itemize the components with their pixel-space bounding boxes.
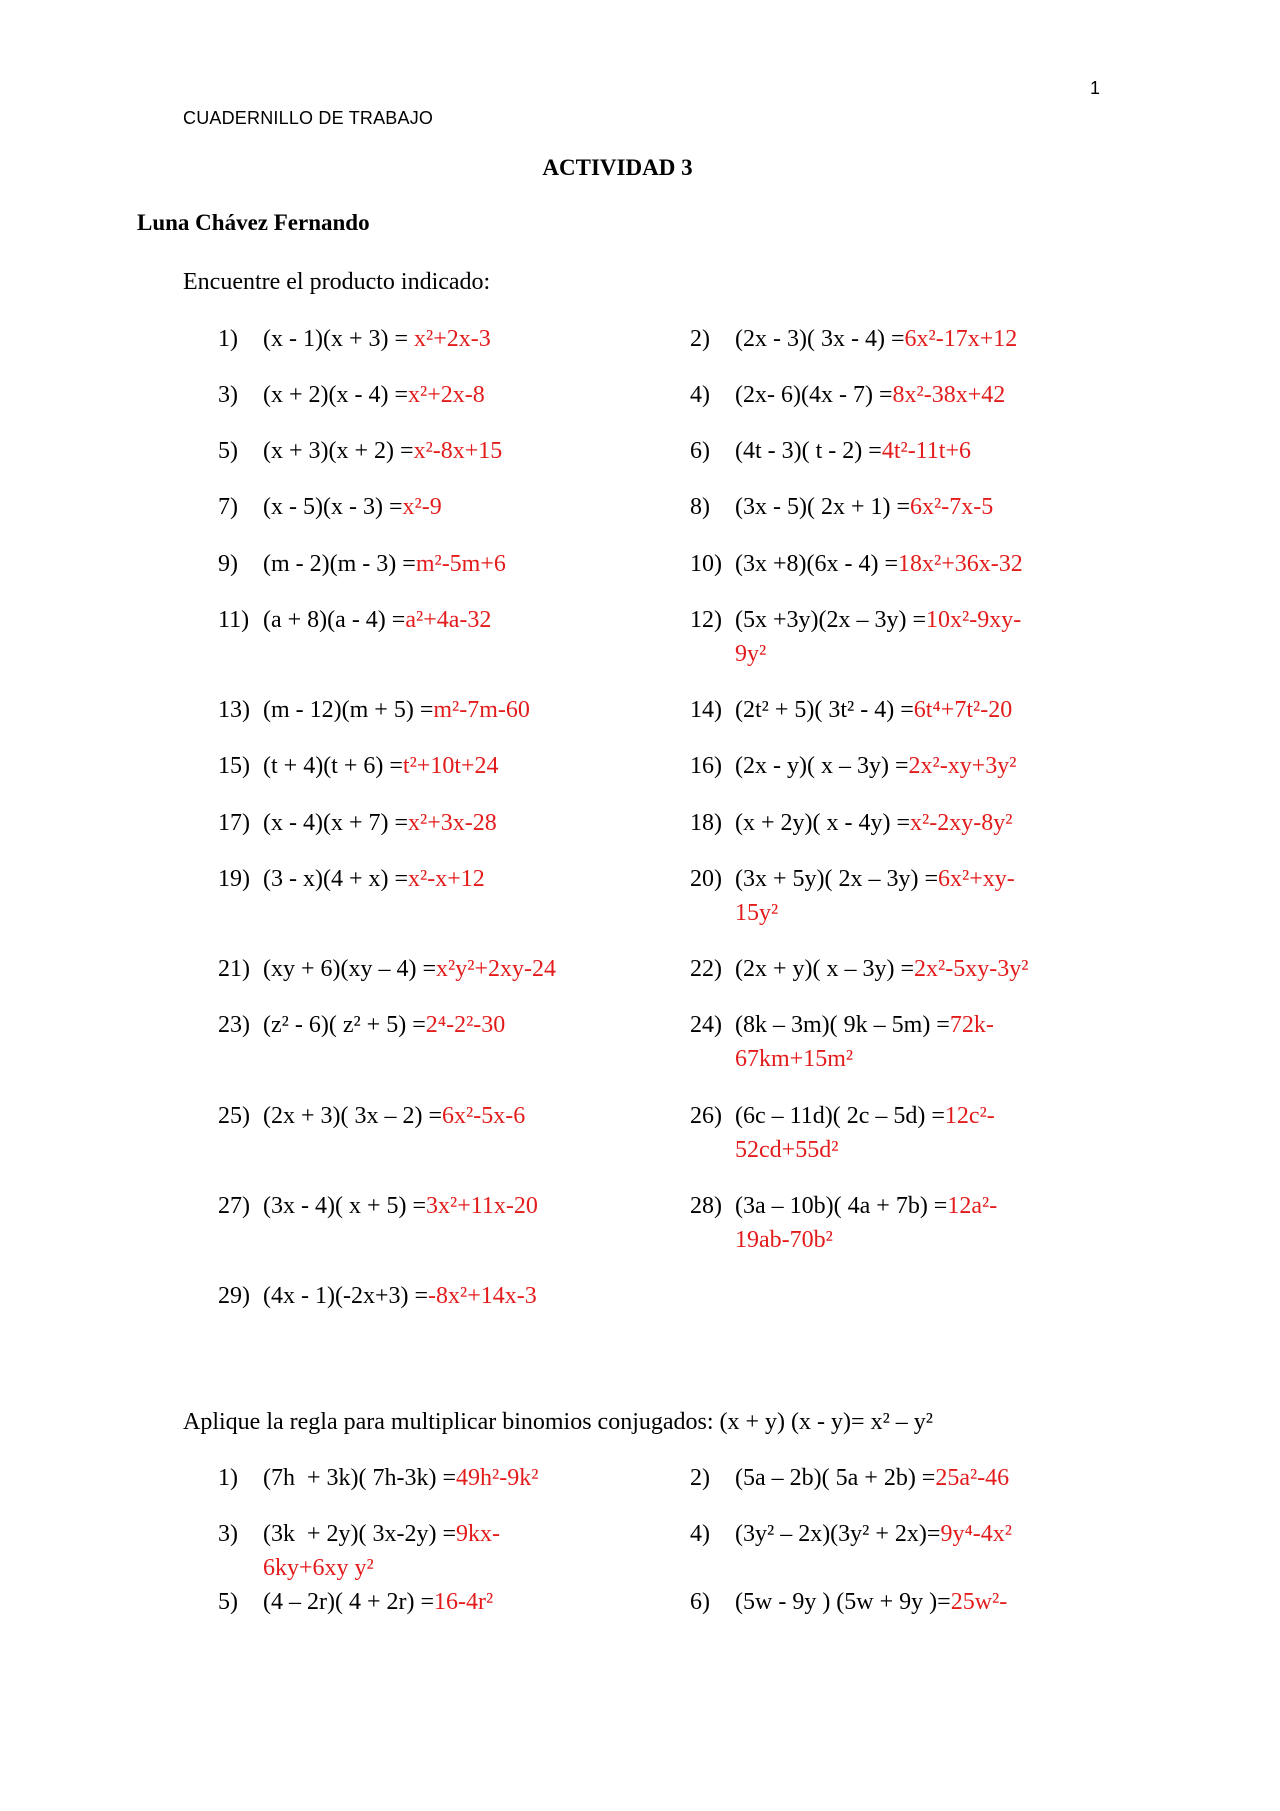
exercise-body (735, 322, 1017, 356)
exercise-number: 17) (218, 810, 250, 836)
exercise-answer: 10x²-9xy- (926, 607, 1022, 633)
exercise-answer: 6x²-17x+12 (904, 326, 1018, 352)
exercise-expression: (3k + 2y)( 3x-2y) = (263, 1521, 457, 1547)
exercise-body (735, 862, 1015, 930)
exercise-expression: (2x + 3)( 3x – 2) = (263, 1103, 443, 1129)
exercise-body (263, 1099, 525, 1133)
exercise-body (735, 952, 1028, 986)
exercise-body (263, 322, 491, 356)
activity-title: ACTIVIDAD 3 (542, 155, 693, 180)
student-name: Luna Chávez Fernando (137, 210, 370, 235)
exercise-body (263, 1585, 493, 1619)
exercise-expression: (2x - 3)( 3x - 4) = (735, 326, 905, 352)
exercise-expression: (5w - 9y ) (5w + 9y )= (735, 1589, 951, 1615)
page-number: 1 (1090, 78, 1101, 98)
exercise-answer: a²+4a-32 (405, 607, 492, 633)
exercise-answer: x²-2xy-8y² (910, 810, 1013, 836)
exercise-expression: (4x - 1)(-2x+3) = (263, 1283, 429, 1309)
exercise-body (263, 806, 497, 840)
exercise-answer: 6t⁴+7t²-20 (913, 697, 1013, 723)
exercise-expression: (3a – 10b)( 4a + 7b) = (735, 1193, 948, 1219)
exercise-body (263, 434, 502, 468)
exercise-number: 3) (218, 382, 238, 408)
exercise-expression: (x - 5)(x - 3) = (263, 494, 403, 520)
exercise-expression: (x - 4)(x + 7) = (263, 810, 409, 836)
exercise-expression: (4t - 3)( t - 2) = (735, 438, 882, 464)
exercise-body (263, 1008, 505, 1042)
exercise-number: 15) (218, 753, 250, 779)
exercise-answer-continuation: 67km+15m² (735, 1046, 854, 1072)
exercise-expression: (2x + y)( x – 3y) = (735, 956, 915, 982)
exercise-expression: (2x- 6)(4x - 7) = (735, 382, 893, 408)
exercise-number: 9) (218, 551, 238, 577)
exercise-body (263, 1279, 537, 1313)
exercise-expression: (3x + 5y)( 2x – 3y) = (735, 866, 939, 892)
exercise-answer-continuation: 6ky+6xy y² (263, 1555, 374, 1581)
exercise-answer: 9kx- (456, 1521, 501, 1547)
exercise-answer: 25a²-46 (935, 1465, 1010, 1491)
exercise-answer: x²-x+12 (408, 866, 485, 892)
exercise-answer: x²+2x-8 (408, 382, 485, 408)
exercise-answer: 6x²-7x-5 (910, 494, 994, 520)
exercise-number: 7) (218, 494, 238, 520)
exercise-expression: (x + 2y)( x - 4y) = (735, 810, 911, 836)
exercise-answer: 12c²- (944, 1103, 995, 1129)
section1-instruction: Encuentre el producto indicado: (183, 269, 491, 295)
exercise-expression: (3x - 4)( x + 5) = (263, 1193, 427, 1219)
exercise-body (735, 378, 1005, 412)
exercise-number: 10) (690, 551, 722, 577)
exercise-number: 1) (218, 326, 238, 352)
exercise-expression: (2t² + 5)( 3t² - 4) = (735, 697, 914, 723)
exercise-number: 19) (218, 866, 250, 892)
exercise-expression: (3x - 5)( 2x + 1) = (735, 494, 911, 520)
exercise-body (263, 378, 485, 412)
exercise-number: 2) (690, 326, 710, 352)
exercise-answer: -8x²+14x-3 (428, 1283, 537, 1309)
exercise-expression: (m - 12)(m + 5) = (263, 697, 434, 723)
exercise-expression: (7h + 3k)( 7h-3k) = (263, 1465, 457, 1491)
section2-instruction: Aplique la regla para multiplicar binomios conjugados: (x + y) (x - y)= x² – y² (183, 1409, 933, 1435)
exercise-expression: (x - 1)(x + 3) = (263, 326, 415, 352)
exercise-body (735, 806, 1012, 840)
exercise-answer-continuation: 19ab-70b² (735, 1227, 833, 1253)
exercise-body (263, 547, 506, 581)
exercise-answer: x²+2x-3 (414, 326, 491, 352)
exercise-body (263, 1517, 500, 1585)
exercise-body (735, 693, 1012, 727)
exercise-number: 25) (218, 1103, 250, 1129)
exercise-expression: (3y² – 2x)(3y² + 2x)= (735, 1521, 941, 1547)
exercise-body (735, 749, 1016, 783)
exercise-answer: 49h²-9k² (456, 1465, 539, 1491)
exercise-answer: 6x²+xy- (938, 866, 1015, 892)
exercise-number: 26) (690, 1103, 722, 1129)
exercise-number: 21) (218, 956, 250, 982)
exercise-number: 20) (690, 866, 722, 892)
exercise-number: 4) (690, 382, 710, 408)
exercise-answer: 8x²-38x+42 (892, 382, 1006, 408)
exercise-number: 6) (690, 1589, 710, 1615)
exercise-answer: 18x²+36x-32 (898, 551, 1023, 577)
exercise-body (263, 693, 530, 727)
exercise-number: 11) (218, 607, 250, 633)
exercise-expression: (t + 4)(t + 6) = (263, 753, 403, 779)
exercise-number: 2) (690, 1465, 710, 1491)
exercise-answer: 16-4r² (434, 1589, 494, 1615)
exercise-answer: x²y²+2xy-24 (436, 956, 556, 982)
document-header: CUADERNILLO DE TRABAJO (183, 108, 434, 128)
exercise-answer: 2x²-xy+3y² (908, 753, 1017, 779)
exercise-number: 27) (218, 1193, 250, 1219)
exercise-number: 14) (690, 697, 722, 723)
exercise-number: 22) (690, 956, 722, 982)
exercise-number: 8) (690, 494, 710, 520)
exercise-answer: x²+3x-28 (408, 810, 497, 836)
exercise-body (735, 1585, 1007, 1619)
exercise-expression: (z² - 6)( z² + 5) = (263, 1012, 426, 1038)
exercise-answer: 72k- (949, 1012, 994, 1038)
exercise-number: 28) (690, 1193, 722, 1219)
exercise-number: 18) (690, 810, 722, 836)
exercise-answer: x²-8x+15 (413, 438, 503, 464)
exercise-number: 16) (690, 753, 722, 779)
exercise-answer: x²-9 (402, 494, 442, 520)
exercise-number: 5) (218, 1589, 238, 1615)
exercise-body (263, 1189, 538, 1223)
exercise-number: 1) (218, 1465, 238, 1491)
exercise-number: 23) (218, 1012, 250, 1038)
exercise-expression: (2x - y)( x – 3y) = (735, 753, 909, 779)
exercise-answer: 4t²-11t+6 (881, 438, 971, 464)
exercise-body (735, 490, 993, 524)
exercise-answer: m²-7m-60 (433, 697, 530, 723)
exercise-body (263, 749, 499, 783)
exercise-answer: 25w²- (950, 1589, 1008, 1615)
exercise-number: 12) (690, 607, 722, 633)
exercise-number: 6) (690, 438, 710, 464)
exercise-expression: (8k – 3m)( 9k – 5m) = (735, 1012, 950, 1038)
exercise-answer-continuation: 52cd+55d² (735, 1137, 839, 1163)
exercise-number: 13) (218, 697, 250, 723)
exercise-expression: (3x +8)(6x - 4) = (735, 551, 899, 577)
exercise-body (735, 1189, 997, 1257)
exercise-body (735, 1517, 1012, 1551)
exercise-body (263, 862, 485, 896)
exercise-number: 3) (218, 1521, 238, 1547)
exercise-answer-continuation: 9y² (735, 641, 767, 667)
exercise-answer: 6x²-5x-6 (442, 1103, 526, 1129)
exercise-expression: (m - 2)(m - 3) = (263, 551, 416, 577)
exercise-answer-continuation: 15y² (735, 900, 779, 926)
exercise-body (735, 434, 971, 468)
exercise-number: 5) (218, 438, 238, 464)
exercise-body (263, 603, 491, 637)
exercise-number: 29) (218, 1283, 250, 1309)
exercise-answer: 9y⁴-4x² (940, 1521, 1012, 1547)
exercise-answer: 3x²+11x-20 (426, 1193, 538, 1219)
exercise-answer: 2x²-5xy-3y² (914, 956, 1029, 982)
exercise-expression: (3 - x)(4 + x) = (263, 866, 409, 892)
exercise-answer: t²+10t+24 (402, 753, 499, 779)
exercise-expression: (5a – 2b)( 5a + 2b) = (735, 1465, 936, 1491)
exercise-number: 4) (690, 1521, 710, 1547)
exercise-answer: 12a²- (947, 1193, 998, 1219)
exercise-body (735, 1099, 995, 1167)
exercise-body (735, 547, 1023, 581)
exercise-body (735, 1461, 1009, 1495)
exercise-body (263, 952, 556, 986)
exercise-expression: (x + 3)(x + 2) = (263, 438, 414, 464)
exercise-body (263, 490, 442, 524)
exercise-expression: (4 – 2r)( 4 + 2r) = (263, 1589, 435, 1615)
exercise-answer: m²-5m+6 (415, 551, 506, 577)
exercise-expression: (a + 8)(a - 4) = (263, 607, 406, 633)
exercise-expression: (xy + 6)(xy – 4) = (263, 956, 437, 982)
exercise-body (263, 1461, 538, 1495)
exercise-expression: (5x +3y)(2x – 3y) = (735, 607, 927, 633)
exercise-number: 24) (690, 1012, 722, 1038)
exercise-expression: (x + 2)(x - 4) = (263, 382, 409, 408)
exercise-body (735, 1008, 994, 1076)
exercise-answer: 2⁴-2²-30 (425, 1012, 506, 1038)
exercise-expression: (6c – 11d)( 2c – 5d) = (735, 1103, 945, 1129)
exercise-body (735, 603, 1021, 671)
